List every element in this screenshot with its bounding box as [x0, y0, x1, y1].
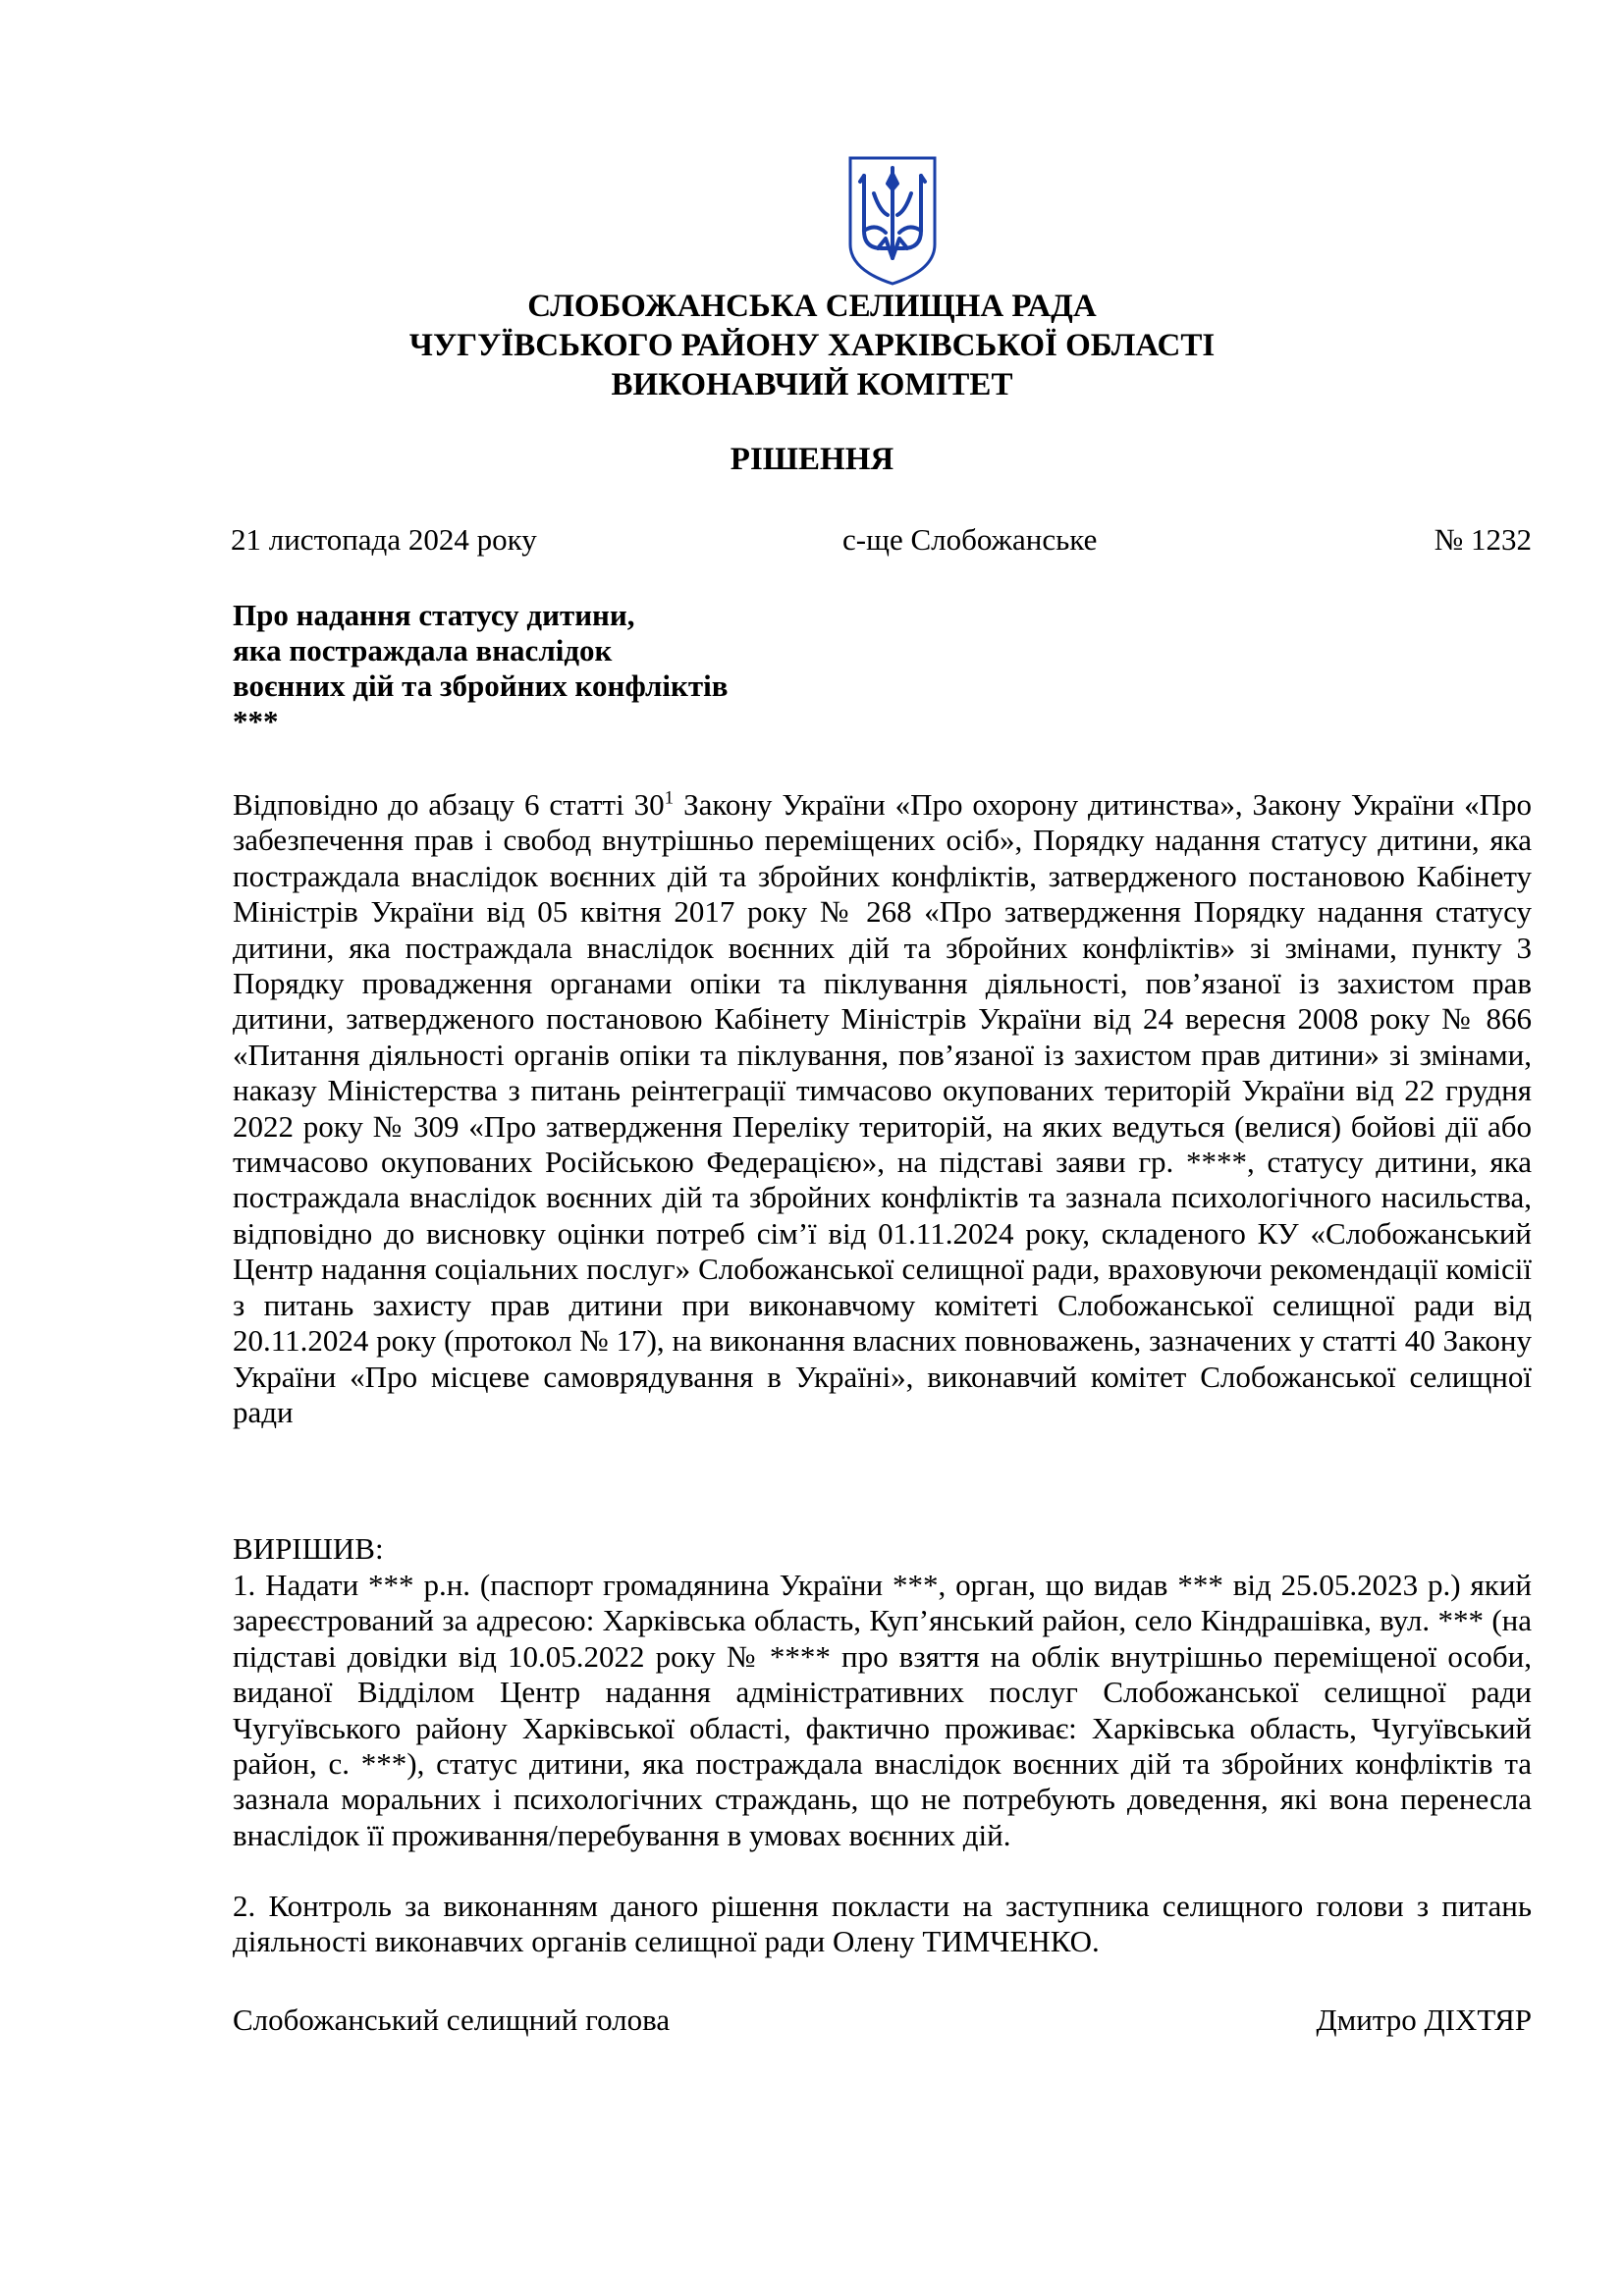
council-name: СЛОБОЖАНСЬКА СЕЛИЩНА РАДА	[527, 289, 1097, 324]
resolved-heading: ВИРІШИВ:	[233, 1531, 384, 1566]
subject-line: Про надання статусу дитини,	[233, 598, 635, 632]
subject-line: ***	[233, 704, 279, 738]
document-type-title: РІШЕННЯ	[730, 442, 894, 477]
signatory-position: Слобожанський селищний голова	[233, 2002, 671, 2037]
preamble-paragraph	[233, 787, 1532, 1430]
article-superscript: 1	[664, 787, 675, 809]
decision-date: 21 листопада 2024 року	[231, 522, 537, 557]
decision-subject	[233, 598, 729, 739]
ukraine-trident-emblem-icon	[846, 154, 939, 288]
district-region: ЧУГУЇВСЬКОГО РАЙОНУ ХАРКІВСЬКОЇ ОБЛАСТІ	[408, 328, 1216, 363]
subject-line: яка постраждала внаслідок	[233, 633, 613, 667]
signatory-name: Дмитро ДІХТЯР	[1316, 2002, 1532, 2037]
executive-committee: ВИКОНАВЧИЙ КОМІТЕТ	[611, 367, 1013, 402]
resolution-item-2: 2. Контроль за виконанням даного рішення покласти на заступника селищного голови з питань діяльності виконавчих органів селищної ради Олену ТИМЧЕНКО.	[233, 1889, 1532, 1959]
decision-place: с-ще Слобожанське	[842, 522, 1098, 557]
preamble-rest: Закону України «Про охорону дитинства», Закону України «Про забезпечення прав і свобод внутрішньо переміщених осіб», Порядку надання статусу дитини, яка постраждала внаслідок воєнних дій та збройних конфліктів, затвердженого постановою Кабінету Міністрів України від 05 квітня 2017 року № 268 «Про затвердження Порядку надання статусу дитини, яка постраждала внаслідок воєнних дій та збройних конфліктів» зі змінами, пункту 3 Порядку провадження органами опіки та піклування діяльності, пов’язаної із захистом прав дитини, затвердженого постановою Кабінету Міністрів України від 24 вересня 2008 року № 866 «Питання діяльності органів опіки та піклування, пов’язаної із захистом прав дитини» зі змінами, наказу Міністерства з питань реінтеграції тимчасово окупованих територій України від 22 грудня 2022 року № 309 «Про затвердження Переліку територій, на яких ведуться (велися) бойові дії або тимчасово окупованих Російською Федерацією», на підставі заяви гр. ****, статусу дитини, яка постраждала внаслідок воєнних дій та збройних конфліктів та зазнала психологічного насильства, відповідно до висновку оцінки потреб сім’ї від 01.11.2024 року, складеного КУ «Слобожанський Центр надання соціальних послуг» Слобожанської селищної ради, враховуючи рекомендації комісії з питань захисту прав дитини при виконавчому комітеті Слобожанської селищної ради від 20.11.2024 року (протокол № 17), на виконання власних повноважень, зазначених у статті 40 Закону України «Про місцеве самоврядування в Україні», виконавчий комітет Слобожанської селищної ради	[233, 787, 1532, 1429]
decision-number: № 1232	[1434, 522, 1532, 557]
subject-line: воєнних дій та збройних конфліктів	[233, 668, 729, 703]
resolution-item-1: 1. Надати *** р.н. (паспорт громадянина України ***, орган, що видав *** від 25.05.2023 р.) який зареєстрований за адресою: Харківська область, Куп’янський район, село Кіндрашівка, вул. *** (на підставі довідки від 10.05.2022 року № **** про взяття на облік внутрішньо переміщеної особи, виданої Відділом Центр надання адміністративних послуг Слобожанської селищної ради Чугуївського району Харківської області, фактично проживає: Харківська область, Чугуївський район, с. ***), статус дитини, яка постраждала внаслідок воєнних дій та збройних конфліктів та зазнала моральних і психологічних страждань, що не потребують доведення, які вона перенесла внаслідок її проживання/перебування в умовах воєнних дій.	[233, 1568, 1532, 1852]
preamble-start: Відповідно до абзацу 6 статті 30	[233, 787, 665, 822]
